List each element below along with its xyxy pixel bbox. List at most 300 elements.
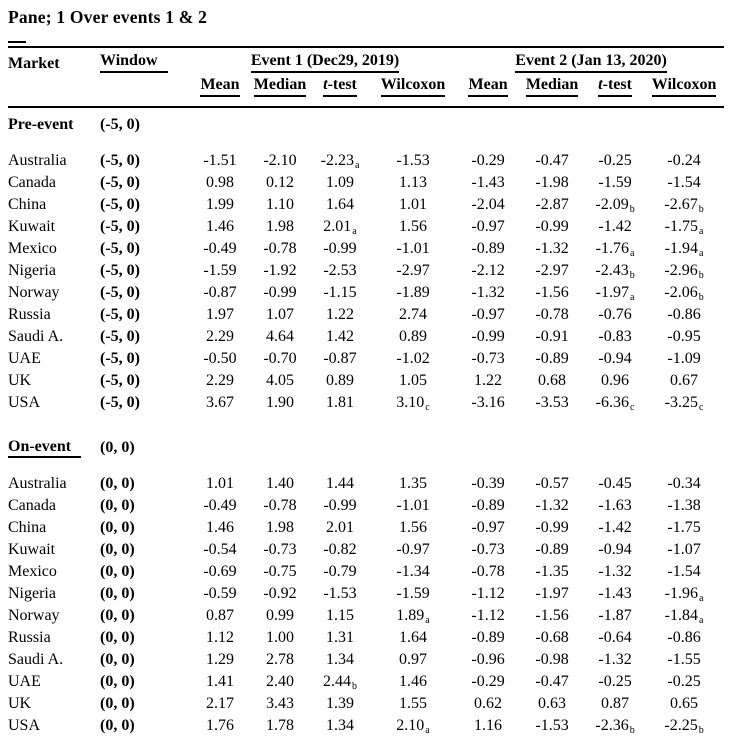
cell-e1-ttest: -0.79 — [323, 563, 357, 580]
window-cell: (-5, 0) — [100, 328, 140, 345]
header-ttest-e2: t-test — [586, 75, 644, 100]
cell-e1-ttest: -0.99 — [323, 497, 357, 514]
cell-e2-median: -0.78 — [535, 306, 569, 323]
cell-e2-mean: -0.73 — [471, 350, 505, 367]
header-mean-e1: Mean — [192, 75, 248, 100]
window-cell: (0, 0) — [100, 629, 135, 646]
cell-e2-mean: -0.29 — [471, 152, 505, 169]
cell-e2-mean: -0.97 — [471, 306, 505, 323]
header-event2: Event 2 (Jan 13, 2020) — [458, 48, 724, 75]
market-cell: China — [8, 519, 47, 536]
significance-subscript: a — [352, 225, 357, 237]
cell-e1-mean: 1.46 — [206, 519, 234, 536]
cell-e2-ttest: -1.42 — [598, 218, 632, 235]
cell-e1-mean: 1.41 — [206, 673, 234, 690]
cell-e1-median: -2.10 — [263, 152, 297, 169]
cell-e1-ttest: 1.34 — [326, 717, 354, 734]
window-cell: (0, 0) — [100, 717, 135, 734]
table-row — [8, 194, 724, 216]
header-empty-1 — [8, 75, 100, 100]
cell-e1-wilcoxon: 1.56 — [399, 519, 428, 536]
window-cell: (0, 0) — [100, 475, 135, 492]
cell-e2-wilcoxon: -0.25 — [667, 673, 701, 690]
cell-e2-mean: 0.62 — [474, 695, 503, 712]
cell-e2-mean: -3.16 — [471, 394, 505, 411]
cell-e2-ttest: -1.59 — [598, 174, 632, 191]
cell-e1-mean: -0.87 — [203, 284, 237, 301]
table-row — [8, 495, 724, 517]
cell-e1-ttest: -0.82 — [323, 541, 357, 558]
cell-e1-wilcoxon: -1.34 — [396, 563, 430, 580]
cell-e1-ttest: 1.44 — [326, 475, 354, 492]
market-cell: UK — [8, 695, 32, 712]
cell-e1-median: 4.05 — [266, 372, 294, 389]
cell-e2-ttest: -0.76 — [598, 306, 632, 323]
cell-e2-wilcoxon: -0.34 — [667, 475, 701, 492]
cell-e2-median: -1.97 — [535, 585, 569, 602]
cell-e1-ttest: 1.09 — [326, 174, 354, 191]
cell-e1-median: 0.12 — [266, 174, 294, 191]
cell-e1-ttest: 1.81 — [326, 394, 354, 411]
cell-e2-median: -3.53 — [535, 394, 569, 411]
cell-e1-mean: 0.87 — [206, 607, 234, 624]
cell-e2-median: -1.56 — [535, 284, 569, 301]
cell-e2-mean: -0.96 — [471, 651, 505, 668]
significance-subscript: b — [629, 203, 635, 215]
cell-e2-mean: -0.99 — [471, 328, 505, 345]
significance-subscript: b — [698, 269, 704, 281]
window-cell: (-5, 0) — [100, 350, 140, 367]
cell-e1-median: -0.92 — [263, 585, 297, 602]
window-cell: (-5, 0) — [100, 240, 140, 257]
cell-e1-wilcoxon: -2.97 — [396, 262, 430, 279]
cell-e2-median: -1.53 — [535, 717, 569, 734]
cell-e1-wilcoxon: 1.01 — [399, 196, 428, 213]
cell-e2-ttest: -6.36c — [595, 393, 635, 413]
cell-e1-median: -0.73 — [263, 541, 297, 558]
market-cell: USA — [8, 717, 41, 734]
window-cell: (0, 0) — [100, 519, 135, 536]
cell-e2-wilcoxon: -1.09 — [667, 350, 701, 367]
cell-e2-wilcoxon: -1.55 — [667, 651, 701, 668]
cell-e1-mean: -0.69 — [203, 563, 237, 580]
market-cell: Canada — [8, 497, 56, 514]
header-divider-row — [8, 100, 724, 113]
cell-e2-ttest: -2.36b — [595, 716, 635, 736]
cell-e1-ttest: -1.15 — [323, 284, 357, 301]
cell-e2-mean: -2.04 — [471, 196, 505, 213]
cell-e2-mean: -0.89 — [471, 629, 505, 646]
section-window: (-5, 0) — [100, 116, 140, 133]
cell-e1-ttest: 2.01a — [323, 217, 357, 237]
window-cell: (0, 0) — [100, 585, 135, 602]
cell-e1-mean: 1.46 — [206, 218, 234, 235]
window-cell: (0, 0) — [100, 563, 135, 580]
cell-e2-ttest: -1.43 — [598, 585, 632, 602]
cell-e2-wilcoxon: -1.38 — [667, 497, 701, 514]
window-cell: (0, 0) — [100, 497, 135, 514]
table-row — [8, 260, 724, 282]
cell-e1-mean: -1.51 — [203, 152, 237, 169]
market-cell: Norway — [8, 607, 60, 624]
cell-e1-wilcoxon: -1.59 — [396, 585, 430, 602]
cell-e1-mean: 2.29 — [206, 328, 234, 345]
cell-e1-wilcoxon: 1.35 — [399, 475, 428, 492]
cell-e1-median: 1.98 — [266, 519, 294, 536]
cell-e2-mean: -2.12 — [471, 262, 505, 279]
cell-e1-ttest: 1.42 — [326, 328, 354, 345]
cell-e2-mean: 1.16 — [474, 717, 503, 734]
table-row — [8, 627, 724, 649]
cell-e2-wilcoxon: -2.67b — [664, 195, 704, 215]
cell-e1-median: -1.92 — [263, 262, 297, 279]
cell-e2-median: -0.99 — [535, 218, 569, 235]
section-row-pre-event — [8, 113, 724, 137]
significance-subscript: c — [425, 401, 430, 413]
cell-e2-mean: -1.32 — [471, 284, 505, 301]
significance-subscript: a — [629, 247, 635, 259]
market-cell: Russia — [8, 629, 51, 646]
table-row — [8, 150, 724, 172]
cell-e1-wilcoxon: -1.01 — [396, 240, 430, 257]
cell-e2-wilcoxon: -0.95 — [667, 328, 701, 345]
cell-e2-mean: -0.89 — [471, 240, 505, 257]
cell-e1-wilcoxon: -0.97 — [396, 541, 430, 558]
cell-e1-median: 1.00 — [266, 629, 294, 646]
cell-e1-wilcoxon: 1.55 — [399, 695, 428, 712]
window-cell: (-5, 0) — [100, 394, 140, 411]
cell-e1-ttest: 2.01 — [326, 519, 354, 536]
cell-e1-wilcoxon: 1.64 — [399, 629, 428, 646]
window-cell: (0, 0) — [100, 695, 135, 712]
cell-e2-wilcoxon: 0.67 — [670, 372, 699, 389]
window-cell: (0, 0) — [100, 607, 135, 624]
cell-e1-ttest: 1.22 — [326, 306, 354, 323]
window-cell: (-5, 0) — [100, 152, 140, 169]
market-cell: Norway — [8, 284, 60, 301]
cell-e2-ttest: -1.76a — [595, 239, 635, 259]
cell-e1-median: 4.64 — [266, 328, 294, 345]
significance-subscript: c — [698, 401, 704, 413]
cell-e2-median: -2.97 — [535, 262, 569, 279]
header-mean-e2: Mean — [458, 75, 518, 100]
cell-e2-median: -0.68 — [535, 629, 569, 646]
header-empty-2 — [100, 75, 192, 100]
cell-e1-ttest: -2.23a — [320, 151, 360, 171]
cell-e1-ttest: -0.87 — [323, 350, 357, 367]
table-row — [8, 715, 724, 737]
table-row — [8, 326, 724, 348]
cell-e2-ttest: -0.83 — [598, 328, 632, 345]
spacer-row — [8, 414, 724, 436]
cell-e1-median: 2.78 — [266, 651, 294, 668]
cell-e1-median: 0.99 — [266, 607, 294, 624]
market-cell: Kuwait — [8, 541, 56, 558]
cell-e1-median: 3.43 — [266, 695, 294, 712]
cell-e2-median: -1.32 — [535, 497, 569, 514]
cell-e2-ttest: -1.32 — [598, 651, 632, 668]
market-cell: UAE — [8, 350, 41, 367]
cell-e1-median: 1.07 — [266, 306, 294, 323]
table-row — [8, 693, 724, 715]
section-label: On-event — [8, 436, 100, 460]
cell-e1-wilcoxon: 0.97 — [399, 651, 428, 668]
header-row-stats — [8, 75, 724, 100]
cell-e2-ttest: -0.94 — [598, 541, 632, 558]
cell-e1-median: -0.78 — [263, 497, 297, 514]
cell-e1-ttest: 1.64 — [326, 196, 354, 213]
cell-e1-median: 1.90 — [266, 394, 294, 411]
cell-e1-mean: 1.76 — [206, 717, 234, 734]
significance-subscript: a — [425, 724, 430, 736]
market-cell: Saudi A. — [8, 328, 64, 345]
window-cell: (-5, 0) — [100, 262, 140, 279]
market-cell: UK — [8, 372, 32, 389]
cell-e2-median: -0.47 — [535, 673, 569, 690]
table-row — [8, 671, 724, 693]
cell-e2-mean: -1.12 — [471, 607, 505, 624]
cell-e1-ttest: 1.39 — [326, 695, 354, 712]
cell-e2-median: -0.98 — [535, 651, 569, 668]
significance-subscript: b — [352, 680, 357, 692]
cell-e2-ttest: -0.45 — [598, 475, 632, 492]
page-title: Pane; 1 Over events 1 & 2 — [8, 7, 208, 27]
cell-e2-mean: -1.43 — [471, 174, 505, 191]
cell-e2-median: -0.89 — [535, 350, 569, 367]
cell-e2-wilcoxon: 0.65 — [670, 695, 699, 712]
cell-e1-median: -0.78 — [263, 240, 297, 257]
cell-e2-mean: -1.12 — [471, 585, 505, 602]
spacer-row — [8, 137, 724, 150]
window-cell: (0, 0) — [100, 673, 135, 690]
table-row — [8, 238, 724, 260]
table-row — [8, 370, 724, 392]
cell-e1-mean: 1.29 — [206, 651, 234, 668]
window-cell: (-5, 0) — [100, 372, 140, 389]
market-cell: Mexico — [8, 240, 57, 257]
section-filler — [192, 113, 724, 137]
spacer-row — [8, 460, 724, 473]
cell-e2-median: -0.99 — [535, 519, 569, 536]
cell-e1-median: 1.10 — [266, 196, 294, 213]
cell-e2-ttest: -2.43b — [595, 261, 635, 281]
cell-e2-ttest: -1.87 — [598, 607, 632, 624]
results-table — [8, 48, 724, 737]
cell-e1-wilcoxon: 2.10a — [396, 716, 430, 736]
table-row — [8, 605, 724, 627]
cell-e2-wilcoxon: -0.86 — [667, 629, 701, 646]
cell-e2-median: -0.91 — [535, 328, 569, 345]
cell-e2-wilcoxon: -3.25c — [664, 393, 704, 413]
market-cell: China — [8, 196, 47, 213]
cell-e2-ttest: -1.97a — [595, 283, 635, 303]
significance-subscript: a — [698, 225, 704, 237]
cell-e2-ttest: 0.96 — [601, 372, 630, 389]
market-cell: Kuwait — [8, 218, 56, 235]
table-top-rules — [8, 41, 724, 48]
cell-e1-mean: -0.49 — [203, 497, 237, 514]
cell-e2-ttest: -0.25 — [598, 673, 632, 690]
cell-e1-median: 1.40 — [266, 475, 294, 492]
window-cell: (0, 0) — [100, 541, 135, 558]
cell-e1-wilcoxon: -1.01 — [396, 497, 430, 514]
cell-e2-mean: -0.97 — [471, 519, 505, 536]
significance-subscript: a — [698, 592, 704, 604]
significance-subscript: b — [698, 291, 704, 303]
market-cell: Australia — [8, 475, 67, 492]
cell-e1-wilcoxon: -1.89 — [396, 284, 430, 301]
window-cell: (-5, 0) — [100, 218, 140, 235]
significance-subscript: b — [698, 203, 704, 215]
significance-subscript: a — [698, 614, 704, 626]
cell-e1-ttest: -1.53 — [323, 585, 357, 602]
cell-e2-mean: -0.73 — [471, 541, 505, 558]
cell-e1-mean: 1.12 — [206, 629, 234, 646]
cell-e1-wilcoxon: -1.53 — [396, 152, 430, 169]
cell-e1-wilcoxon: 1.46 — [399, 673, 428, 690]
cell-e2-median: -1.35 — [535, 563, 569, 580]
cell-e2-median: -1.56 — [535, 607, 569, 624]
cell-e1-ttest: 1.15 — [326, 607, 354, 624]
cell-e2-mean: -0.39 — [471, 475, 505, 492]
cell-e2-mean: -0.89 — [471, 497, 505, 514]
cell-e2-ttest: -0.94 — [598, 350, 632, 367]
cell-e1-ttest: 1.31 — [326, 629, 354, 646]
cell-e1-median: -0.99 — [263, 284, 297, 301]
table-row — [8, 539, 724, 561]
header-rule — [8, 106, 724, 108]
cell-e2-ttest: 0.87 — [601, 695, 630, 712]
cell-e2-ttest: -0.25 — [598, 152, 632, 169]
cell-e2-wilcoxon: -2.06b — [664, 283, 704, 303]
cell-e1-wilcoxon: 1.89a — [396, 606, 430, 626]
cell-e2-wilcoxon: -1.94a — [664, 239, 704, 259]
cell-e2-median: -0.89 — [535, 541, 569, 558]
cell-e1-wilcoxon: 1.13 — [399, 174, 428, 191]
header-event1: Event 1 (Dec29, 2019) — [192, 48, 458, 75]
significance-subscript: a — [425, 614, 430, 626]
cell-e2-wilcoxon: -1.75 — [667, 519, 701, 536]
market-cell: Mexico — [8, 563, 57, 580]
cell-e1-median: -0.70 — [263, 350, 297, 367]
table-row — [8, 172, 724, 194]
cell-e2-wilcoxon: -2.96b — [664, 261, 704, 281]
significance-subscript: a — [698, 247, 704, 259]
section-filler — [192, 436, 724, 460]
table-row — [8, 473, 724, 495]
cell-e1-ttest: 1.34 — [326, 651, 354, 668]
table-row — [8, 392, 724, 414]
cell-e2-ttest: -1.63 — [598, 497, 632, 514]
table-row — [8, 348, 724, 370]
market-cell: Russia — [8, 306, 51, 323]
header-market: Market — [8, 55, 60, 72]
header-window: Window — [100, 48, 192, 75]
cell-e2-mean: -0.29 — [471, 673, 505, 690]
cell-e1-median: 1.98 — [266, 218, 294, 235]
cell-e2-mean: 1.22 — [474, 372, 503, 389]
cell-e2-wilcoxon: -1.54 — [667, 174, 701, 191]
market-cell: Nigeria — [8, 262, 56, 279]
top-left-tick — [8, 41, 26, 43]
header-median-e2: Median — [518, 75, 586, 100]
cell-e1-mean: 3.67 — [206, 394, 234, 411]
table-row — [8, 561, 724, 583]
table-row — [8, 649, 724, 671]
market-cell: Canada — [8, 174, 56, 191]
cell-e1-mean: -0.59 — [203, 585, 237, 602]
cell-e1-wilcoxon: 2.74 — [399, 306, 428, 323]
window-cell: (-5, 0) — [100, 196, 140, 213]
header-median-e1: Median — [248, 75, 312, 100]
section-row-on-event — [8, 436, 724, 460]
window-cell: (-5, 0) — [100, 174, 140, 191]
header-wilcoxon-e2: Wilcoxon — [644, 75, 724, 100]
cell-e1-median: -0.75 — [263, 563, 297, 580]
market-cell: Nigeria — [8, 585, 56, 602]
cell-e2-median: 0.68 — [538, 372, 567, 389]
cell-e2-ttest: -2.09b — [595, 195, 635, 215]
market-cell: USA — [8, 394, 41, 411]
table-row — [8, 517, 724, 539]
cell-e1-mean: -1.59 — [203, 262, 237, 279]
cell-e2-ttest: -1.42 — [598, 519, 632, 536]
cell-e2-wilcoxon: -0.86 — [667, 306, 701, 323]
significance-subscript: b — [629, 724, 635, 736]
cell-e1-ttest: 2.44b — [323, 672, 357, 692]
window-cell: (-5, 0) — [100, 306, 140, 323]
cell-e1-wilcoxon: 1.05 — [399, 372, 428, 389]
cell-e2-median: -2.87 — [535, 196, 569, 213]
cell-e1-mean: 2.17 — [206, 695, 234, 712]
cell-e2-wilcoxon: -2.25b — [664, 716, 704, 736]
header-wilcoxon-e1: Wilcoxon — [368, 75, 458, 100]
table-row — [8, 216, 724, 238]
table-row — [8, 282, 724, 304]
table-row — [8, 304, 724, 326]
cell-e2-wilcoxon: -0.24 — [667, 152, 701, 169]
cell-e1-wilcoxon: 0.89 — [399, 328, 428, 345]
cell-e2-ttest: -1.32 — [598, 563, 632, 580]
cell-e1-mean: 1.99 — [206, 196, 234, 213]
cell-e1-mean: 1.01 — [206, 475, 234, 492]
market-cell: Australia — [8, 152, 67, 169]
cell-e2-median: 0.63 — [538, 695, 567, 712]
header-ttest-e1: t-test — [312, 75, 368, 100]
significance-subscript: c — [629, 401, 635, 413]
header-row-groups — [8, 48, 724, 75]
cell-e1-mean: 1.97 — [206, 306, 234, 323]
cell-e2-median: -1.32 — [535, 240, 569, 257]
cell-e2-wilcoxon: -1.84a — [664, 606, 704, 626]
cell-e1-mean: -0.49 — [203, 240, 237, 257]
section-window: (0, 0) — [100, 439, 135, 456]
cell-e1-ttest: -2.53 — [323, 262, 357, 279]
cell-e1-ttest: 0.89 — [326, 372, 354, 389]
cell-e1-mean: 0.98 — [206, 174, 234, 191]
cell-e2-mean: -0.97 — [471, 218, 505, 235]
cell-e2-wilcoxon: -1.07 — [667, 541, 701, 558]
window-cell: (-5, 0) — [100, 284, 140, 301]
cell-e2-wilcoxon: -1.96a — [664, 584, 704, 604]
cell-e1-ttest: -0.99 — [323, 240, 357, 257]
cell-e1-mean: -0.50 — [203, 350, 237, 367]
cell-e1-wilcoxon: 1.56 — [399, 218, 428, 235]
cell-e1-wilcoxon: -1.02 — [396, 350, 430, 367]
significance-subscript: b — [629, 269, 635, 281]
significance-subscript: b — [698, 724, 704, 736]
cell-e2-wilcoxon: -1.54 — [667, 563, 701, 580]
